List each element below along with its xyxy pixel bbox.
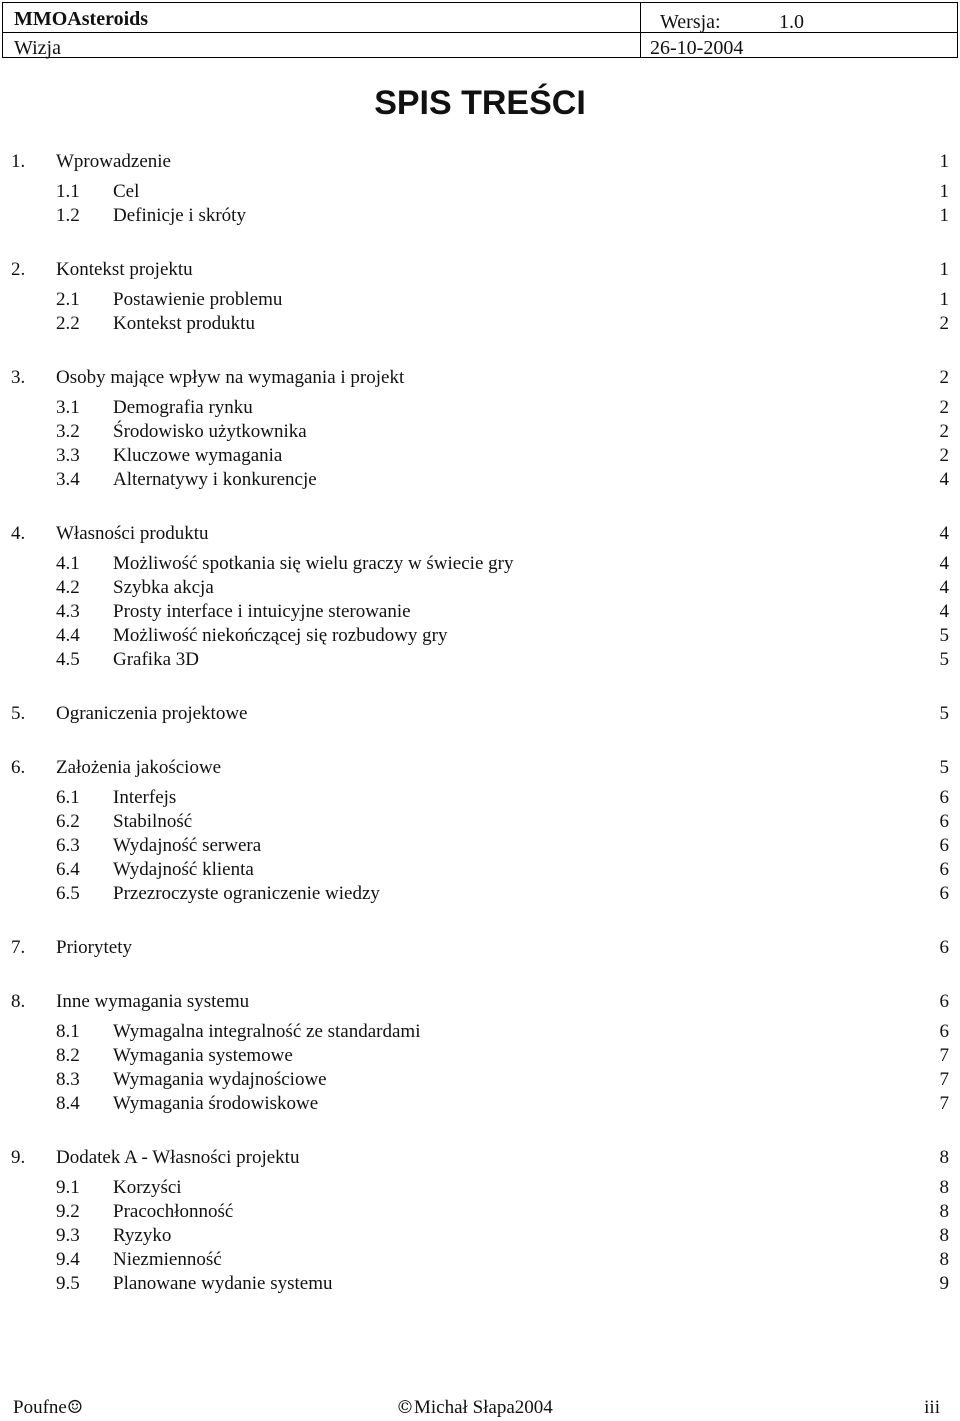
toc-section[interactable] xyxy=(0,936,960,960)
toc-subsection[interactable] xyxy=(0,810,960,834)
toc-subsection[interactable] xyxy=(0,576,960,600)
page-title: SPIS TREŚCI xyxy=(374,84,586,122)
toc-entry-page: 7 xyxy=(939,1069,949,1090)
toc-entry-title: Wydajność klienta xyxy=(113,859,254,880)
toc-entry-page: 5 xyxy=(939,703,949,724)
toc-entry-page: 6 xyxy=(939,787,949,808)
copyright-note xyxy=(396,1396,553,1420)
toc-entry-title: Cel xyxy=(113,181,140,202)
toc-subsection[interactable] xyxy=(0,600,960,624)
toc-entry-title: Kontekst produktu xyxy=(113,313,255,334)
toc-entry-number: 8.1 xyxy=(56,1021,80,1042)
toc-entry-number: 8.2 xyxy=(56,1045,80,1066)
toc-entry-page: 6 xyxy=(939,883,949,904)
toc-entry-number: 3.2 xyxy=(56,421,80,442)
toc-entry-number: 1. xyxy=(11,151,26,172)
toc-entry-number: 4.1 xyxy=(56,553,80,574)
toc-entry-number: 6.3 xyxy=(56,835,80,856)
toc-entry-number: 9.1 xyxy=(56,1177,80,1198)
toc-subsection[interactable] xyxy=(0,468,960,492)
toc-entry-title: Środowisko użytkownika xyxy=(113,421,307,442)
toc-entry-page: 8 xyxy=(939,1177,949,1198)
toc-entry-number: 8. xyxy=(11,991,26,1012)
toc-subsection[interactable] xyxy=(0,1200,960,1224)
toc-entry-title: Demografia rynku xyxy=(113,397,253,418)
toc-entry-number: 1.1 xyxy=(56,181,80,202)
toc-entry-number: 8.3 xyxy=(56,1069,80,1090)
toc-entry-number: 6.2 xyxy=(56,811,80,832)
toc-entry-title: Możliwość niekończącej się rozbudowy gry xyxy=(113,625,448,646)
toc-entry-number: 9.4 xyxy=(56,1249,80,1270)
toc-entry-page: 7 xyxy=(939,1045,949,1066)
toc-entry-title: Interfejs xyxy=(113,787,177,808)
toc-subsection[interactable] xyxy=(0,834,960,858)
toc-entry-title: Alternatywy i konkurencje xyxy=(113,469,317,490)
toc-subsection[interactable] xyxy=(0,786,960,810)
toc-entry-number: 3.4 xyxy=(56,469,80,490)
toc-section[interactable] xyxy=(0,702,960,726)
toc-entry-title: Ryzyko xyxy=(113,1225,172,1246)
toc-entry-number: 4.3 xyxy=(56,601,80,622)
confidentiality-label: Poufne xyxy=(13,1397,67,1418)
version-value: 1.0 xyxy=(779,11,804,33)
copyright-text: Michał Słapa2004 xyxy=(414,1397,553,1418)
project-title: MMOAsteroids xyxy=(14,8,149,30)
toc-entry-number: 4. xyxy=(11,523,26,544)
toc-entry-number: 4.4 xyxy=(56,625,80,646)
toc-entry-title: Inne wymagania systemu xyxy=(56,991,250,1012)
toc-entry-title: Postawienie problemu xyxy=(113,289,283,310)
toc-entry-title: Kontekst projektu xyxy=(56,259,193,280)
toc-subsection[interactable] xyxy=(0,552,960,576)
toc-subsection[interactable] xyxy=(0,882,960,906)
toc-entry-page: 4 xyxy=(939,601,949,622)
toc-entry-number: 6.4 xyxy=(56,859,80,880)
toc-entry-page: 5 xyxy=(939,757,949,778)
toc-entry-number: 5. xyxy=(11,703,26,724)
toc-entry-number: 9.5 xyxy=(56,1273,80,1294)
toc-entry-number: 6.5 xyxy=(56,883,80,904)
toc-entry-title: Osoby mające wpływ na wymagania i projekt xyxy=(56,367,405,388)
toc-entry-page: 1 xyxy=(939,181,949,202)
toc-subsection[interactable] xyxy=(0,1068,960,1092)
toc-entry-page: 5 xyxy=(939,649,949,670)
toc-entry-title: Niezmienność xyxy=(113,1249,222,1270)
confidentiality-note xyxy=(13,1396,83,1420)
toc-entry-title: Prosty interface i intuicyjne sterowanie xyxy=(113,601,411,622)
toc-entry-number: 2. xyxy=(11,259,26,280)
toc-entry-page: 6 xyxy=(939,859,949,880)
toc-entry-page: 4 xyxy=(939,577,949,598)
toc-subsection[interactable] xyxy=(0,858,960,882)
toc-subsection[interactable] xyxy=(0,288,960,312)
toc-entry-title: Wymagania wydajnościowe xyxy=(113,1069,327,1090)
toc-entry-title: Wymagania systemowe xyxy=(113,1045,293,1066)
toc-entry-page: 6 xyxy=(939,811,949,832)
toc-section[interactable] xyxy=(0,366,960,390)
toc-entry-page: 4 xyxy=(939,553,949,574)
toc-entry-title: Możliwość spotkania się wielu graczy w świecie gry xyxy=(113,553,514,574)
toc-subsection[interactable] xyxy=(0,1092,960,1116)
toc-entry-number: 3.3 xyxy=(56,445,80,466)
toc-entry-title: Priorytety xyxy=(56,937,132,958)
toc-subsection[interactable] xyxy=(0,648,960,672)
toc-entry-number: 9. xyxy=(11,1147,26,1168)
toc-entry-title: Wprowadzenie xyxy=(56,151,171,172)
toc-entry-number: 6.1 xyxy=(56,787,80,808)
toc-entry-number: 2.1 xyxy=(56,289,80,310)
toc-entry-page: 2 xyxy=(939,367,949,388)
toc-entry-page: 2 xyxy=(939,313,949,334)
toc-entry-number: 2.2 xyxy=(56,313,80,334)
toc-entry-page: 8 xyxy=(939,1147,949,1168)
toc-subsection[interactable] xyxy=(0,420,960,444)
toc-entry-page: 6 xyxy=(939,991,949,1012)
toc-entry-number: 9.3 xyxy=(56,1225,80,1246)
toc-entry-page: 2 xyxy=(939,421,949,442)
toc-section[interactable] xyxy=(0,1146,960,1170)
toc-entry-page: 1 xyxy=(939,289,949,310)
toc-entry-title: Dodatek A - Własności projektu xyxy=(56,1147,300,1168)
toc-entry-page: 6 xyxy=(939,1021,949,1042)
toc-entry-title: Ograniczenia projektowe xyxy=(56,703,248,724)
toc-entry-page: 8 xyxy=(939,1225,949,1246)
toc-entry-page: 6 xyxy=(939,835,949,856)
toc-entry-page: 9 xyxy=(939,1273,949,1294)
toc-entry-number: 9.2 xyxy=(56,1201,80,1222)
toc-section[interactable] xyxy=(0,756,960,780)
toc-subsection[interactable] xyxy=(0,1044,960,1068)
toc-entry-title: Grafika 3D xyxy=(113,649,199,670)
toc-subsection[interactable] xyxy=(0,1176,960,1200)
toc-section[interactable] xyxy=(0,258,960,282)
toc-entry-page: 6 xyxy=(939,937,949,958)
toc-entry-page: 2 xyxy=(939,445,949,466)
toc-entry-page: 5 xyxy=(939,625,949,646)
toc-entry-page: 4 xyxy=(939,523,949,544)
toc-entry-title: Szybka akcja xyxy=(113,577,214,598)
toc-subsection[interactable] xyxy=(0,444,960,468)
smiley-icon: ☺ xyxy=(66,1397,83,1418)
toc-entry-title: Przezroczyste ograniczenie wiedzy xyxy=(113,883,380,904)
toc-entry-page: 1 xyxy=(939,259,949,280)
document-name: Wizja xyxy=(14,37,61,59)
copyright-icon: © xyxy=(396,1397,414,1418)
document-date: 26-10-2004 xyxy=(650,37,744,59)
toc-entry-title: Stabilność xyxy=(113,811,193,832)
toc-entry-number: 4.2 xyxy=(56,577,80,598)
toc-entry-title: Wymagalna integralność ze standardami xyxy=(113,1021,421,1042)
toc-entry-page: 1 xyxy=(939,151,949,172)
toc-section[interactable] xyxy=(0,150,960,174)
toc-entry-page: 8 xyxy=(939,1201,949,1222)
toc-entry-number: 3.1 xyxy=(56,397,80,418)
toc-subsection[interactable] xyxy=(0,396,960,420)
toc-entry-page: 4 xyxy=(939,469,949,490)
toc-entry-page: 1 xyxy=(939,205,949,226)
toc-entry-page: 2 xyxy=(939,397,949,418)
page-footer xyxy=(0,1396,960,1420)
toc-subsection[interactable] xyxy=(0,312,960,336)
toc-section[interactable] xyxy=(0,522,960,546)
toc-entry-title: Planowane wydanie systemu xyxy=(113,1273,333,1294)
toc-entry-page: 8 xyxy=(939,1249,949,1270)
toc-entry-title: Wymagania środowiskowe xyxy=(113,1093,319,1114)
toc-entry-number: 1.2 xyxy=(56,205,80,226)
toc-entry-page: 7 xyxy=(939,1093,949,1114)
toc-section[interactable] xyxy=(0,990,960,1014)
toc-subsection[interactable] xyxy=(0,1272,960,1296)
toc-entry-title: Korzyści xyxy=(113,1177,182,1198)
toc-entry-number: 6. xyxy=(11,757,26,778)
toc-entry-number: 3. xyxy=(11,367,26,388)
toc-entry-title: Kluczowe wymagania xyxy=(113,445,283,466)
version-label: Wersja: xyxy=(660,11,721,33)
toc-subsection[interactable] xyxy=(0,180,960,204)
page-number: iii xyxy=(924,1397,940,1418)
toc-subsection[interactable] xyxy=(0,1224,960,1248)
toc-entry-title: Własności produktu xyxy=(56,523,209,544)
toc-entry-number: 7. xyxy=(11,937,26,958)
toc-entry-number: 8.4 xyxy=(56,1093,80,1114)
toc-entry-title: Pracochłonność xyxy=(113,1201,234,1222)
toc-subsection[interactable] xyxy=(0,1020,960,1044)
toc-entry-title: Wydajność serwera xyxy=(113,835,262,856)
toc-subsection[interactable] xyxy=(0,1248,960,1272)
toc-entry-title: Definicje i skróty xyxy=(113,205,246,226)
toc-entry-title: Założenia jakościowe xyxy=(56,757,222,778)
toc-entry-number: 4.5 xyxy=(56,649,80,670)
toc-subsection[interactable] xyxy=(0,204,960,228)
toc-subsection[interactable] xyxy=(0,624,960,648)
